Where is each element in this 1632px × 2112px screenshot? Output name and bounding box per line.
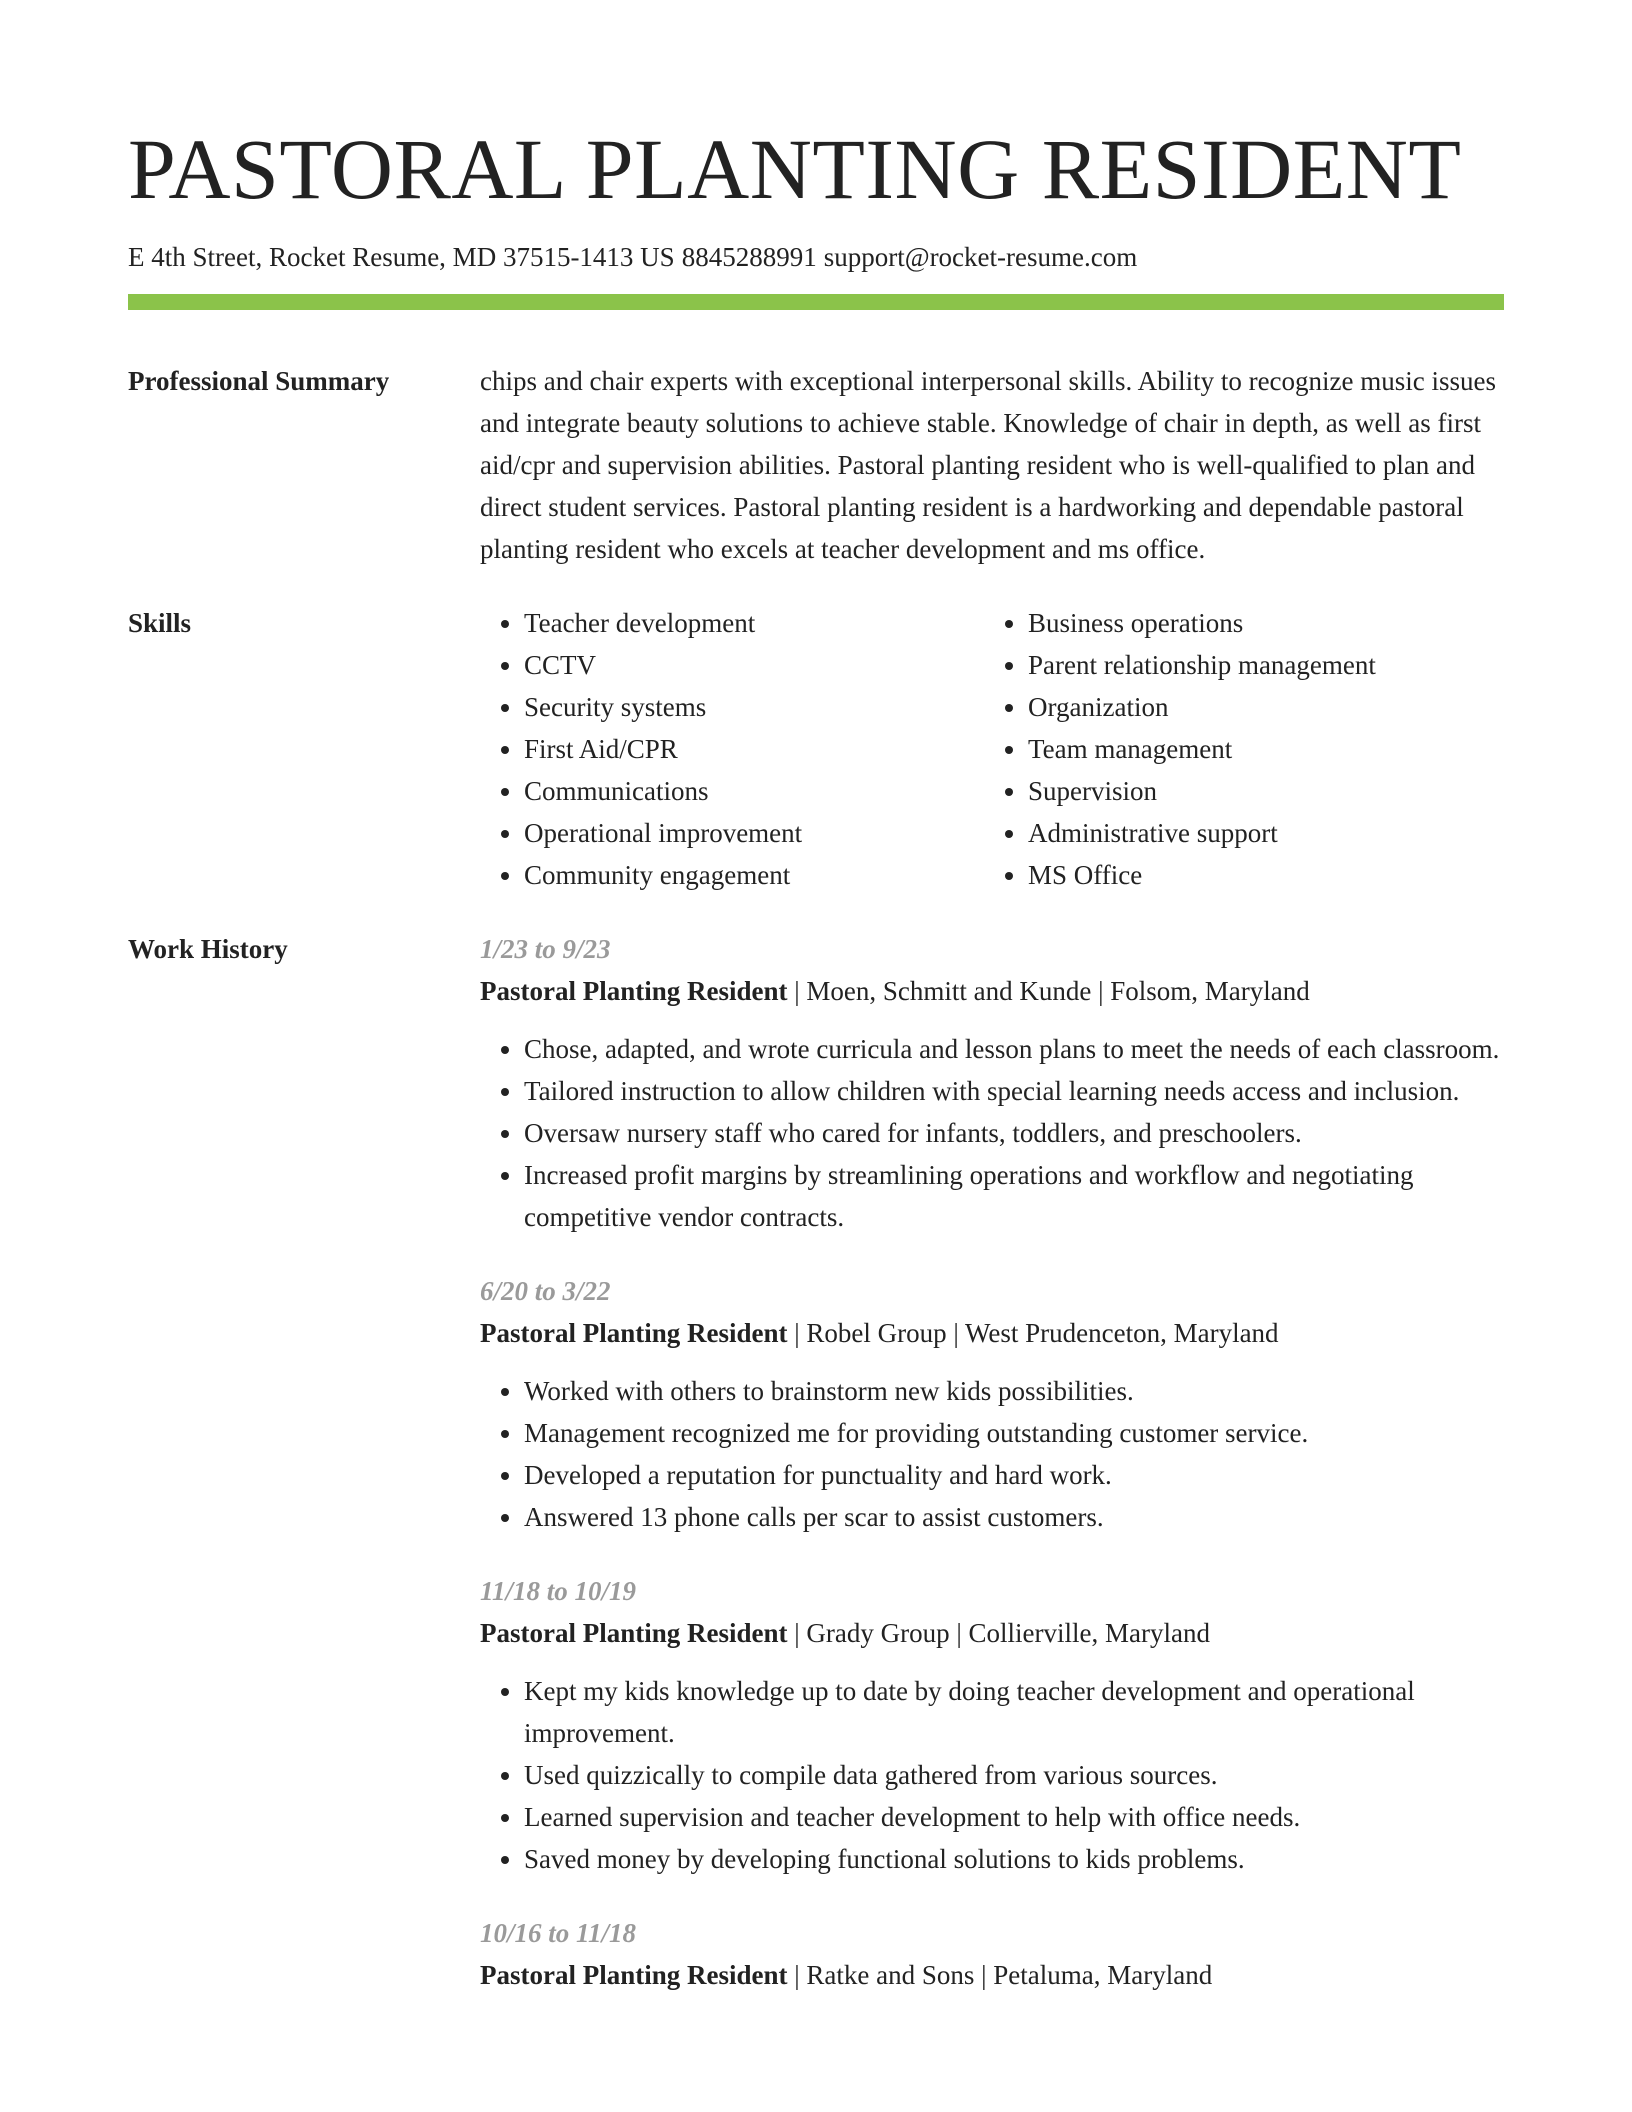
- skill-item: • Parent relationship management: [1028, 644, 1488, 686]
- job-title: Pastoral Planting Resident: [480, 1318, 788, 1348]
- job-title: Pastoral Planting Resident: [480, 1960, 788, 1990]
- work-history-title: Work History: [128, 934, 288, 964]
- summary-section: [128, 360, 1504, 570]
- skill-item: • Operational improvement: [524, 812, 984, 854]
- job-bullet: • Developed a reputation for punctuality and hard work.: [524, 1454, 1504, 1496]
- job-bullet: • Used quizzically to compile data gathered from various sources.: [524, 1754, 1504, 1796]
- job-title: Pastoral Planting Resident: [480, 1618, 788, 1648]
- skill-item: • MS Office: [1028, 854, 1488, 896]
- job-dates: 6/20 to 3/22: [480, 1276, 611, 1306]
- job-bullet: • Oversaw nursery staff who cared for infants, toddlers, and preschoolers.: [524, 1112, 1504, 1154]
- job-heading: [480, 970, 1504, 1012]
- candidate-name: PASTORAL PLANTING RESIDENT: [128, 121, 1462, 217]
- job-heading: [480, 1954, 1504, 1996]
- skills-title: Skills: [128, 608, 192, 638]
- skill-item: • Teacher development: [524, 602, 984, 644]
- resume-page: [128, 0, 1504, 2028]
- job-details: | Grady Group | Collierville, Maryland: [787, 1618, 1210, 1648]
- job-bullets: [480, 1370, 1504, 1538]
- skills-body: [480, 602, 1504, 896]
- job-bullet: • Learned supervision and teacher development to help with office needs.: [524, 1796, 1504, 1838]
- skill-item: • Team management: [1028, 728, 1488, 770]
- job-entry: [480, 1270, 1504, 1538]
- job-bullet: • Increased profit margins by streamlining operations and workflow and negotiating competitive vendor contracts.: [524, 1154, 1504, 1238]
- job-bullet: • Kept my kids knowledge up to date by doing teacher development and operational improvement.: [524, 1670, 1504, 1754]
- contact-address: E 4th Street, Rocket Resume, MD 37515-1413 US: [128, 242, 675, 272]
- contact-email: support@rocket-resume.com: [823, 242, 1138, 272]
- job-entry: [480, 1570, 1504, 1880]
- job-bullet: • Chose, adapted, and wrote curricula and lesson plans to meet the needs of each classroom.: [524, 1028, 1504, 1070]
- work-history-body: [480, 928, 1504, 2028]
- job-dates: 1/23 to 9/23: [480, 934, 611, 964]
- job-entry: [480, 1912, 1504, 1996]
- skill-item: • Supervision: [1028, 770, 1488, 812]
- job-details: | Robel Group | West Prudenceton, Maryland: [787, 1318, 1279, 1348]
- job-bullet: • Tailored instruction to allow children with special learning needs access and inclusion.: [524, 1070, 1504, 1112]
- contact-line: [128, 240, 1504, 274]
- skill-item: • First Aid/CPR: [524, 728, 984, 770]
- job-bullets: [480, 1028, 1504, 1238]
- job-bullet: • Saved money by developing functional solutions to kids problems.: [524, 1838, 1504, 1880]
- job-bullet: • Answered 13 phone calls per scar to assist customers.: [524, 1496, 1504, 1538]
- skill-item: • Community engagement: [524, 854, 984, 896]
- skill-item: • Administrative support: [1028, 812, 1488, 854]
- job-dates: 10/16 to 11/18: [480, 1918, 637, 1948]
- job-details: | Moen, Schmitt and Kunde | Folsom, Maryland: [787, 976, 1310, 1006]
- job-details: | Ratke and Sons | Petaluma, Maryland: [787, 1960, 1213, 1990]
- work-history-section: [128, 928, 1504, 2028]
- skill-item: • Communications: [524, 770, 984, 812]
- skill-item: • Security systems: [524, 686, 984, 728]
- job-bullet: • Worked with others to brainstorm new kids possibilities.: [524, 1370, 1504, 1412]
- contact-phone: 8845288991: [681, 242, 817, 272]
- job-entry: [480, 928, 1504, 1238]
- skills-list-left: [480, 602, 984, 896]
- skill-item: • Organization: [1028, 686, 1488, 728]
- job-title: Pastoral Planting Resident: [480, 976, 788, 1006]
- skill-item: • Business operations: [1028, 602, 1488, 644]
- job-bullet: • Management recognized me for providing outstanding customer service.: [524, 1412, 1504, 1454]
- skill-item: • CCTV: [524, 644, 984, 686]
- summary-text: chips and chair experts with exceptional interpersonal skills. Ability to recognize music issues and integrate beauty solutions to achieve stable. Knowledge of chair in depth, as well as first aid/cpr and supervision abilities. Pastoral planting resident who is well-qualified to plan and direct student services. Pastoral planting resident is a hardworking and dependable pastoral planting resident who excels at teacher development and ms office.: [480, 366, 1497, 564]
- job-dates: 11/18 to 10/19: [480, 1576, 637, 1606]
- skills-section: [128, 602, 1504, 896]
- job-bullets: [480, 1670, 1504, 1880]
- skills-list-right: [984, 602, 1488, 896]
- header-divider: [128, 294, 1504, 310]
- job-heading: [480, 1612, 1504, 1654]
- summary-title: Professional Summary: [128, 366, 390, 396]
- job-heading: [480, 1312, 1504, 1354]
